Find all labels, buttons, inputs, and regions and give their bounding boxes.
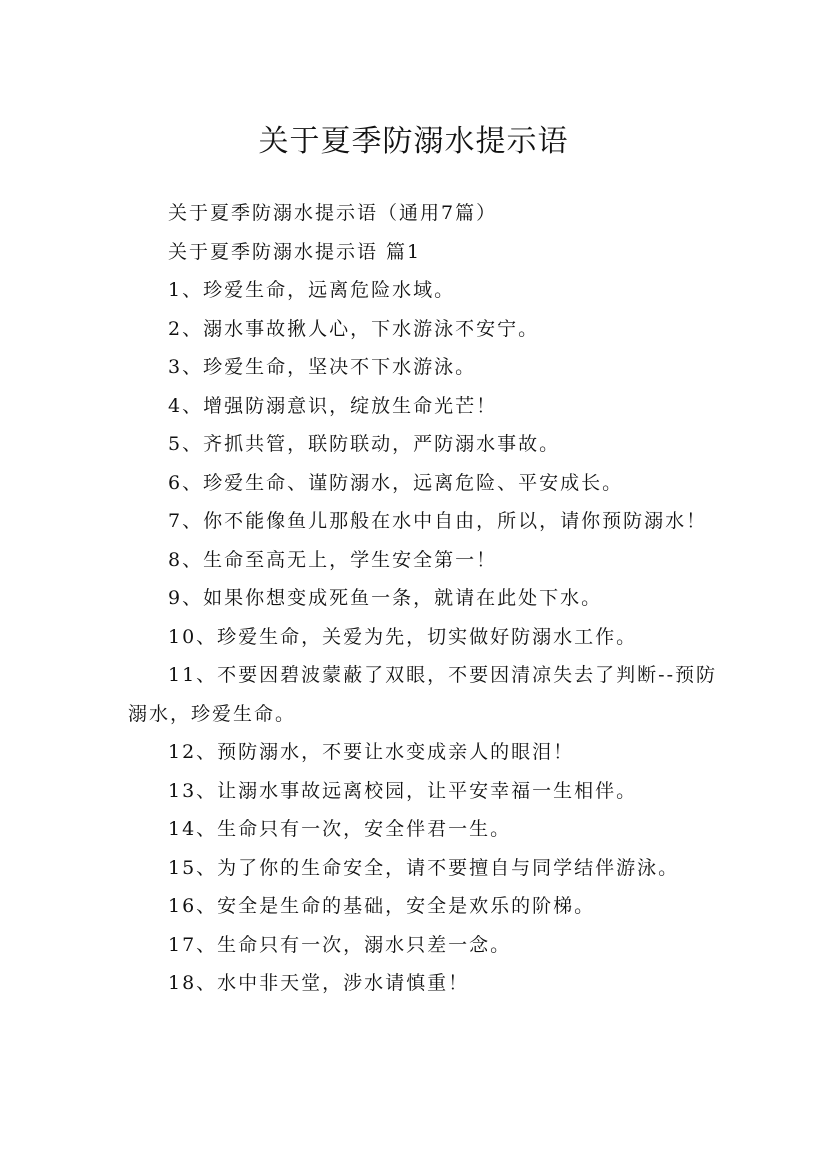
list-item: 2、溺水事故揪人心，下水游泳不安宁。 [168, 317, 540, 340]
list-item: 3、珍爱生命，坚决不下水游泳。 [168, 356, 477, 378]
list-item: 4、增强防溺意识，绽放生命光芒！ [168, 394, 498, 417]
list-item: 11、不要因碧波蒙蔽了双眼，不要因清凉失去了判断--预防溺水，珍爱生命。 [128, 664, 718, 725]
list-item: 14、生命只有一次，安全伴君一生。 [168, 818, 512, 840]
list-item: 15、为了你的生命安全，请不要擅自与同学结伴游泳。 [168, 856, 680, 879]
list-item: 7、你不能像鱼儿那般在水中自由，所以，请你预防溺水！ [168, 510, 708, 532]
list-item: 17、生命只有一次，溺水只差一念。 [168, 933, 512, 956]
section-heading: 关于夏季防溺水提示语 篇1 [168, 240, 422, 263]
list-item: 9、如果你想变成死鱼一条，就请在此处下水。 [168, 587, 603, 609]
list-item: 13、让溺水事故远离校园，让平安幸福一生相伴。 [168, 779, 638, 802]
list-item: 8、生命至高无上，学生安全第一！ [168, 548, 498, 571]
list-item: 12、预防溺水，不要让水变成亲人的眼泪！ [168, 741, 575, 763]
list-item: 10、珍爱生命，关爱为先，切实做好防溺水工作。 [168, 625, 638, 648]
document-body [128, 194, 718, 1003]
document-title: 关于夏季防溺水提示语 [258, 124, 569, 160]
list-item: 16、安全是生命的基础，安全是欢乐的阶梯。 [168, 895, 596, 917]
list-item: 18、水中非天堂，涉水请慎重！ [168, 972, 470, 994]
doc-subtitle: 关于夏季防溺水提示语（通用7篇） [168, 202, 498, 224]
list-item: 6、珍爱生命、谨防溺水，远离危险、平安成长。 [168, 471, 624, 494]
list-item: 5、齐抓共管，联防联动，严防溺水事故。 [168, 433, 561, 455]
list-item: 1、珍爱生命，远离危险水域。 [168, 279, 456, 301]
